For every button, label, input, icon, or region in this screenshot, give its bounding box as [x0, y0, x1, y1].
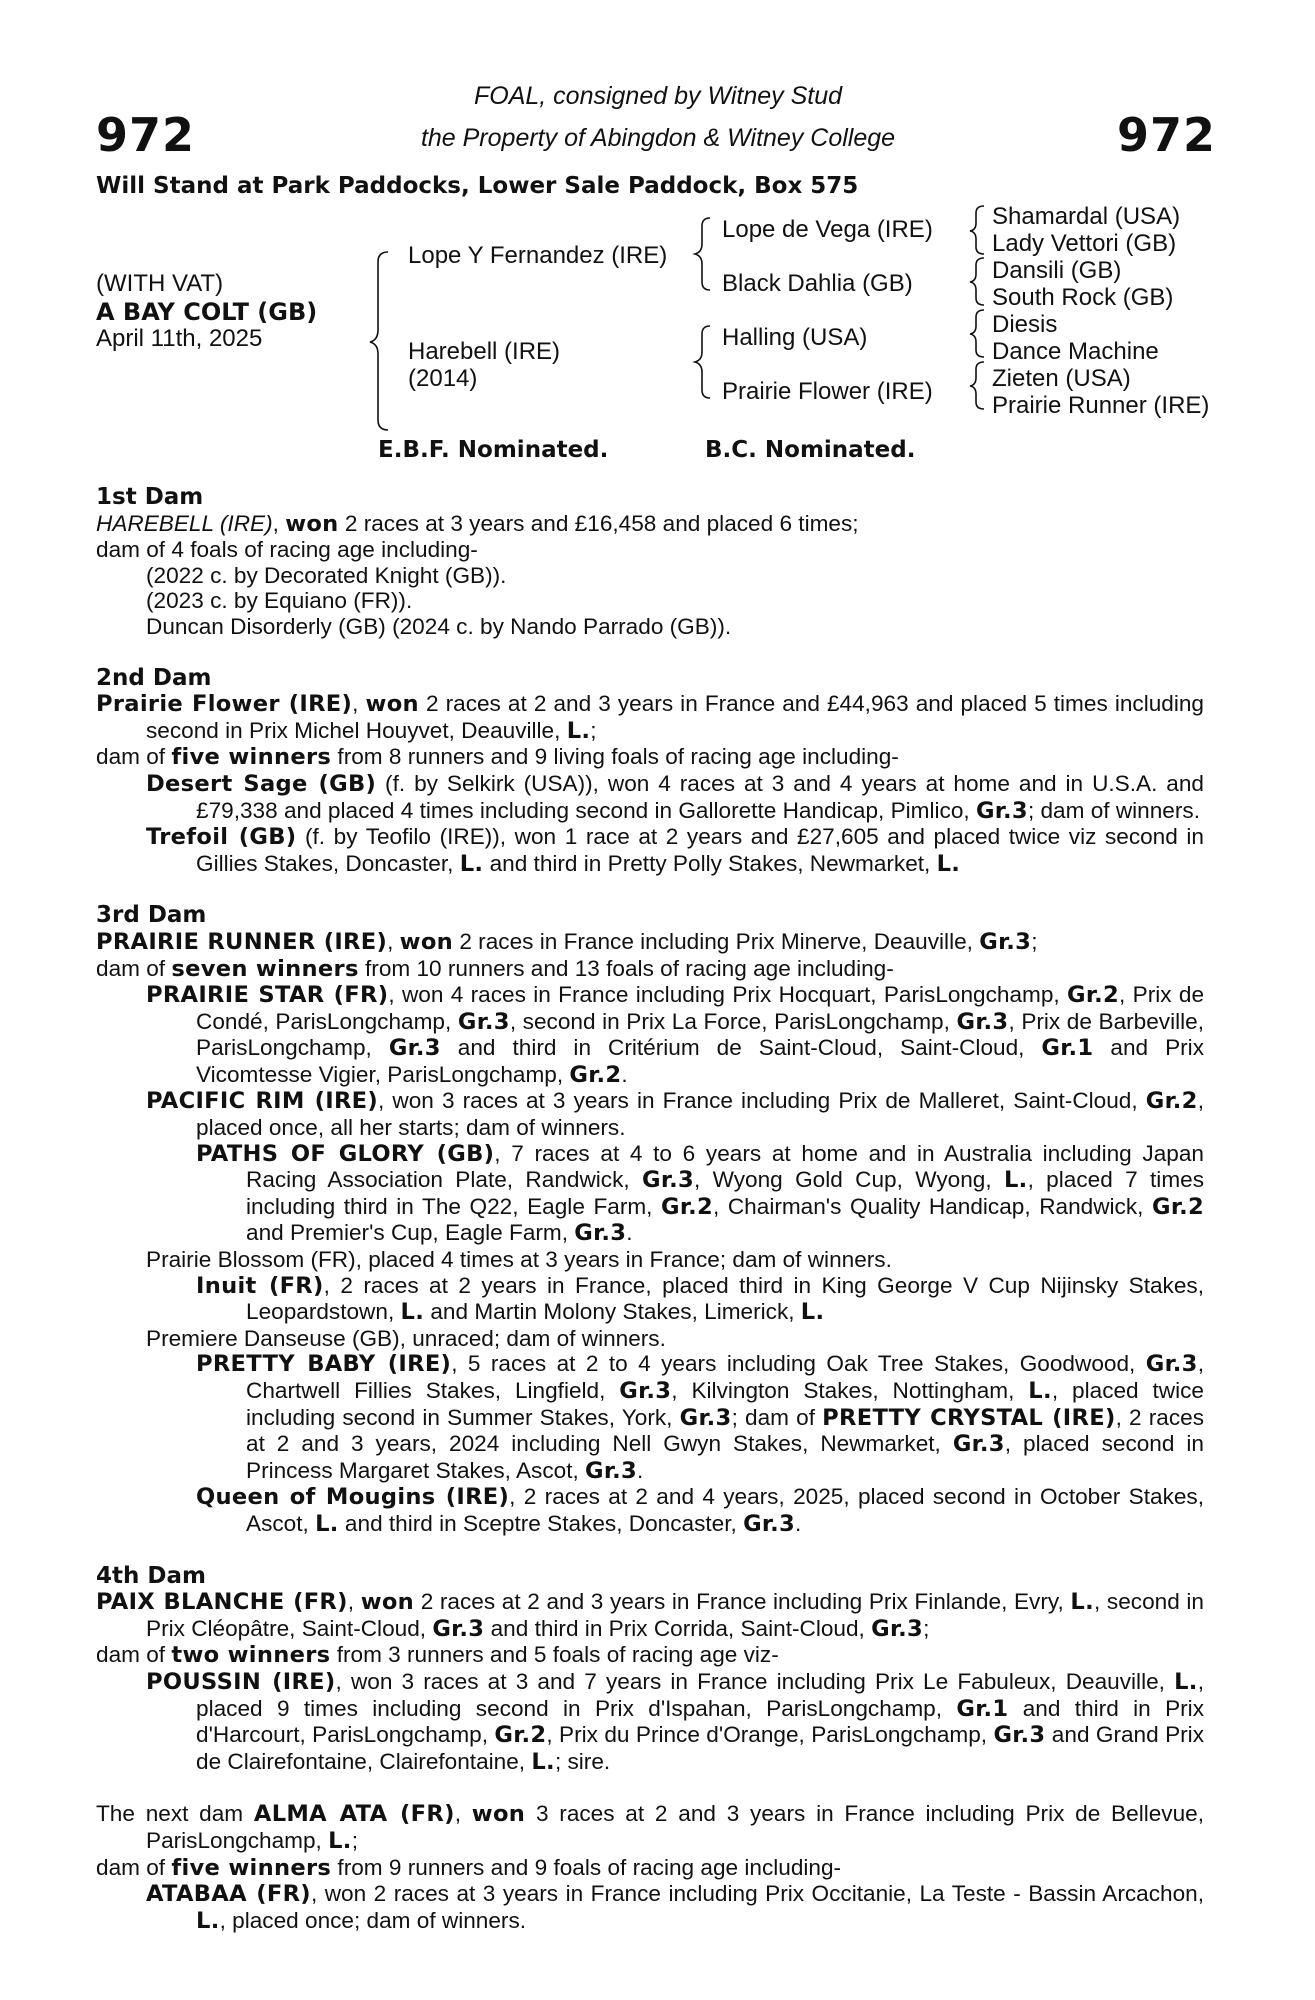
- text: , Prix du Prince d'Orange, ParisLongchamp,: [546, 1722, 994, 1748]
- text: and third in Prix d'Harcourt, ParisLongchamp,: [196, 1695, 1204, 1748]
- text: , placed second in Princess Margaret Stakes, Ascot,: [246, 1431, 1204, 1483]
- grade-label: Gr.3: [952, 1431, 1005, 1458]
- pedigree-dam-year: (2014): [408, 365, 478, 392]
- grade-label: Gr.2: [494, 1722, 547, 1749]
- grade-label: Gr.2: [1145, 1088, 1198, 1115]
- produce-item: Premiere Danseuse (GB), unraced; dam of winners.: [146, 1325, 666, 1351]
- horse-name-bold: PRETTY BABY (IRE): [196, 1351, 452, 1378]
- pedigree-dam-dam: Prairie Flower (IRE): [722, 378, 933, 405]
- first-dam-produce-intro: dam of 4 foals of racing age including-: [96, 537, 478, 563]
- pedigree-sire-dam: Black Dahlia (GB): [722, 270, 913, 297]
- text: 3 races at 2 and 3 years in France including Prix de Bellevue, ParisLongchamp,: [146, 1801, 1205, 1853]
- fourth-dam-name: PAIX BLANCHE (FR): [96, 1589, 348, 1616]
- catalogue-body: [96, 485, 1204, 1934]
- grade-label: Gr.3: [642, 1167, 694, 1194]
- text: 2 races at 3 years and £16,458 and placed 6 times;: [338, 510, 859, 536]
- text: dam of: [96, 955, 172, 981]
- pedigree-sds: Dansili (GB): [992, 257, 1122, 284]
- second-dam-name: Prairie Flower (IRE): [96, 691, 353, 718]
- grade-label: Gr.3: [975, 797, 1028, 824]
- listed-label: L.: [1070, 1589, 1094, 1616]
- vat-note: (WITH VAT): [96, 270, 224, 297]
- grade-label: Gr.3: [574, 1220, 627, 1247]
- pedigree-sire: Lope Y Fernandez (IRE): [408, 242, 668, 269]
- text: , 2 races at 2 years in France, placed third in King George V Cup Nijinsky Stakes, Leopardstown,: [246, 1272, 1204, 1325]
- grade-label: Gr.3: [388, 1035, 441, 1062]
- first-dam-heading: 1st Dam: [96, 484, 204, 510]
- text: , second in Prix Cléopâtre, Saint-Cloud,: [146, 1589, 1204, 1641]
- listed-label: L.: [328, 1827, 352, 1854]
- text: dam of: [96, 1854, 172, 1880]
- text: , placed 9 times including second in Prix d'Ispahan, ParisLongchamp,: [196, 1668, 1204, 1721]
- won-label: won: [399, 928, 454, 955]
- text: (f. by Teofilo (IRE)), won 1 race at 2 years and £27,605 and placed twice viz second in Gillies Stakes, Doncaster,: [196, 824, 1204, 876]
- winners-count: five winners: [171, 1854, 332, 1881]
- text: .: [795, 1510, 802, 1536]
- grade-label: Gr.3: [432, 1615, 485, 1642]
- next-dam-name: ALMA ATA (FR): [253, 1801, 455, 1828]
- text: , won 3 races at 3 years in France including Prix de Malleret, Saint-Cloud,: [378, 1088, 1146, 1114]
- winners-count: two winners: [171, 1642, 331, 1669]
- grade-label: Gr.1: [956, 1695, 1009, 1722]
- produce-item: [96, 771, 1204, 824]
- grade-label: Gr.3: [743, 1510, 796, 1537]
- text: ;: [590, 717, 597, 743]
- text: .: [621, 1061, 628, 1087]
- grade-label: Gr.3: [585, 1457, 638, 1484]
- horse-name: A BAY COLT (GB): [96, 298, 318, 326]
- listed-label: L.: [531, 1748, 555, 1775]
- horse-name-bold: Queen of Mougins (IRE): [196, 1484, 510, 1511]
- text: and third in Pretty Polly Stakes, Newmarket,: [483, 850, 937, 876]
- second-dam-record: Prairie Flower (IRE), won 2 races at 2 and 3 years in France and £44,963 and placed 5 times including second in Prix Michel Houyvet, Deauville, L.;: [96, 691, 1204, 744]
- lot-number-left: 972: [96, 108, 196, 162]
- horse-name-bold: PATHS OF GLORY (GB): [196, 1140, 495, 1167]
- pedigree-dds: Zieten (USA): [992, 365, 1131, 392]
- produce-item: [96, 1351, 1204, 1484]
- text: (f. by Selkirk (USA)), won 4 races at 3 and 4 years at home and in U.S.A. and £79,338 and placed 4 times including second in Gallorette Handicap, Pimlico,: [196, 770, 1204, 823]
- consignor-line-1: FOAL, consigned by Witney Stud: [473, 82, 843, 110]
- text: , Prix de Barbeville, ParisLongchamp,: [196, 1008, 1205, 1061]
- text: and Prix Vicomtesse Vigier, ParisLongchamp,: [196, 1035, 1204, 1087]
- text: 2 races in France including Prix Minerve, Deauville,: [453, 928, 980, 954]
- pedigree-ssd: Lady Vettori (GB): [992, 230, 1177, 257]
- fourth-dam-heading: 4th Dam: [96, 1562, 206, 1589]
- won-label: won: [360, 1589, 415, 1616]
- text: , won 4 races in France including Prix Hocquart, ParisLongchamp,: [388, 982, 1068, 1008]
- text: from 9 runners and 9 foals of racing age including-: [331, 1854, 842, 1880]
- pedigree-dam: Harebell (IRE): [408, 338, 561, 365]
- text: , 2 races at 2 and 4 years, 2025, placed second in October Stakes, Ascot,: [246, 1484, 1205, 1536]
- produce-item: [96, 1141, 1204, 1247]
- text: and third in Prix Corrida, Saint-Cloud,: [484, 1615, 872, 1641]
- pedigree-sss: Shamardal (USA): [992, 203, 1181, 230]
- text: , Prix de Condé, ParisLongchamp,: [196, 982, 1205, 1034]
- bc-nominated: B.C. Nominated.: [705, 437, 916, 463]
- text: from 8 runners and 9 living foals of racing age including-: [331, 744, 899, 770]
- horse-name-bold: PRAIRIE STAR (FR): [146, 982, 389, 1009]
- text: dam of: [96, 744, 172, 770]
- text: .: [626, 1220, 633, 1246]
- grade-label: Gr.2: [1152, 1193, 1204, 1220]
- listed-label: L.: [1003, 1167, 1028, 1194]
- horse-name-bold: Desert Sage (GB): [146, 770, 377, 797]
- winners-count: seven winners: [171, 955, 359, 982]
- text: 2 races at 2 and 3 years in France including Prix Finlande, Evry,: [414, 1589, 1071, 1615]
- horse-name-bold: Trefoil (GB): [146, 824, 297, 851]
- text: from 3 runners and 5 foals of racing age viz-: [330, 1642, 779, 1668]
- produce-item: Prairie Blossom (FR), placed 4 times at 3 years in France; dam of winners.: [146, 1247, 892, 1273]
- text: and Premier's Cup, Eagle Farm,: [246, 1220, 575, 1246]
- text: The next dam: [96, 1801, 254, 1827]
- first-dam-name: HAREBELL (IRE): [96, 510, 273, 536]
- produce-item: [96, 1669, 1204, 1775]
- text: , won 2 races at 3 years in France including Prix Occitanie, La Teste - Bassin Arcachon,: [310, 1881, 1204, 1907]
- text: , Chartwell Fillies Stakes, Lingfield,: [246, 1351, 1204, 1403]
- text: , placed once, all her starts; dam of winners.: [196, 1088, 1204, 1141]
- won-label: won: [285, 510, 339, 537]
- next-dam-produce-intro: [96, 1855, 1204, 1882]
- third-dam-name: PRAIRIE RUNNER (IRE): [96, 928, 388, 955]
- winners-count: five winners: [171, 744, 332, 771]
- listed-label: L.: [400, 1299, 425, 1326]
- text: , placed 7 times including third in The Q22, Eagle Farm,: [246, 1167, 1204, 1219]
- produce-item: [96, 824, 1204, 877]
- horse-dob: April 11th, 2025: [96, 325, 263, 352]
- text: ; sire.: [554, 1748, 611, 1774]
- produce-item: (2022 c. by Decorated Knight (GB)).: [146, 562, 507, 588]
- pedigree-sdd: South Rock (GB): [992, 284, 1174, 311]
- listed-label: L.: [1174, 1668, 1198, 1695]
- grade-label: Gr.3: [1145, 1351, 1198, 1378]
- text: and Martin Molony Stakes, Limerick,: [424, 1299, 801, 1325]
- won-label: won: [365, 691, 419, 718]
- produce-item: [96, 1088, 1204, 1140]
- second-dam-produce-intro: [96, 744, 1204, 771]
- pedigree-dss: Diesis: [992, 311, 1058, 338]
- text: , won 3 races at 3 and 7 years in France including Prix Le Fabuleux, Deauville,: [335, 1668, 1175, 1694]
- grade-label: Gr.1: [1041, 1035, 1094, 1062]
- listed-label: L.: [800, 1299, 825, 1326]
- grade-label: Gr.3: [679, 1404, 732, 1431]
- horse-name-bold: PACIFIC RIM (IRE): [146, 1088, 379, 1115]
- third-dam-produce-intro: [96, 956, 1204, 983]
- ebf-nominated: E.B.F. Nominated.: [378, 437, 609, 463]
- horse-name-bold: POUSSIN (IRE): [146, 1668, 336, 1695]
- horse-name-bold: PRETTY CRYSTAL (IRE): [822, 1404, 1116, 1431]
- pedigree-ddd: Prairie Runner (IRE): [992, 392, 1210, 419]
- grade-label: Gr.2: [1067, 982, 1120, 1009]
- text: , Chairman's Quality Handicap, Randwick,: [713, 1193, 1153, 1219]
- produce-item: Duncan Disorderly (GB) (2024 c. by Nando Parrado (GB)).: [146, 613, 732, 639]
- pedigree-dam-sire: Halling (USA): [722, 324, 868, 351]
- listed-label: L.: [1028, 1378, 1052, 1404]
- listed-label: L.: [566, 717, 591, 744]
- produce-item: [96, 1273, 1204, 1326]
- text: .: [637, 1457, 644, 1483]
- listed-label: L.: [459, 850, 484, 877]
- text: ;: [923, 1615, 930, 1641]
- stand-location: Will Stand at Park Paddocks, Lower Sale Paddock, Box 575: [96, 173, 859, 199]
- text: and third in Sceptre Stakes, Doncaster,: [338, 1510, 744, 1536]
- first-dam-record: HAREBELL (IRE), won 2 races at 3 years and £16,458 and placed 6 times;: [96, 510, 859, 537]
- text: , placed once; dam of winners.: [219, 1907, 527, 1933]
- grade-label: Gr.3: [619, 1378, 672, 1404]
- produce-item: [96, 982, 1204, 1088]
- text: dam of: [96, 1642, 172, 1668]
- text: ;: [351, 1827, 358, 1853]
- text: , 2 races at 2 and 3 years, 2024 including Nell Gwyn Stakes, Newmarket,: [246, 1404, 1205, 1457]
- pedigree-dsd: Dance Machine: [992, 338, 1159, 365]
- produce-item: [96, 1881, 1204, 1934]
- text: and third in Critérium de Saint-Cloud, Saint-Cloud,: [440, 1035, 1042, 1061]
- text: , 7 races at 4 to 6 years at home and in Australia including Japan Racing Association Plate, Randwick,: [246, 1140, 1204, 1193]
- produce-item: [96, 1484, 1204, 1537]
- grade-label: Gr.3: [979, 928, 1032, 955]
- lot-number-right: 972: [1117, 108, 1217, 162]
- listed-label: L.: [936, 850, 961, 877]
- grade-label: Gr.3: [457, 1008, 510, 1035]
- text: , placed twice including second in Summer Stakes, York,: [246, 1378, 1204, 1430]
- third-dam-record: PRAIRIE RUNNER (IRE), won 2 races in France including Prix Minerve, Deauville, Gr.3;: [96, 928, 1038, 955]
- text: , second in Prix La Force, ParisLongchamp,: [509, 1008, 957, 1034]
- text: and Grand Prix de Clairefontaine, Clairefontaine,: [196, 1722, 1204, 1774]
- produce-item: (2023 c. by Equiano (FR)).: [146, 588, 413, 614]
- fourth-dam-record: PAIX BLANCHE (FR), won 2 races at 2 and 3 years in France including Prix Finlande, Evry, L., second in Prix Cléopâtre, Saint-Cloud, Gr.3 and third in Prix Corrida, Saint-Cloud, Gr.3;: [96, 1589, 1204, 1642]
- listed-label: L.: [315, 1510, 339, 1537]
- text: , Wyong Gold Cup, Wyong,: [693, 1167, 1004, 1193]
- pedigree-sire-sire: Lope de Vega (IRE): [722, 216, 933, 243]
- grade-label: Gr.3: [993, 1722, 1046, 1749]
- won-label: won: [471, 1801, 526, 1828]
- text: from 10 runners and 13 foals of racing age including-: [358, 955, 894, 981]
- next-dam-record: The next dam ALMA ATA (FR), won 3 races at 2 and 3 years in France including Prix de Bellevue, ParisLongchamp, L.;: [96, 1801, 1205, 1854]
- fourth-dam-produce-intro: [96, 1642, 1204, 1669]
- consignor-line-2: the Property of Abingdon & Witney College: [420, 124, 896, 152]
- grade-label: Gr.2: [661, 1193, 714, 1220]
- grade-label: Gr.3: [956, 1008, 1009, 1035]
- grade-label: Gr.2: [569, 1061, 622, 1088]
- text: ; dam of: [731, 1404, 823, 1430]
- second-dam-heading: 2nd Dam: [96, 664, 212, 691]
- horse-name-bold: ATABAA (FR): [146, 1881, 311, 1908]
- grade-label: Gr.3: [871, 1615, 924, 1642]
- third-dam-heading: 3rd Dam: [96, 902, 207, 929]
- text: 2 races at 2 and 3 years in France and £44,963 and placed 5 times including second in Prix Michel Houyvet, Deauville,: [146, 691, 1204, 743]
- text: ;: [1031, 928, 1038, 954]
- text: , 5 races at 2 to 4 years including Oak Tree Stakes, Goodwood,: [451, 1351, 1146, 1377]
- horse-name-bold: Inuit (FR): [196, 1272, 324, 1299]
- text: ; dam of winners.: [1027, 797, 1200, 823]
- listed-label: L.: [196, 1907, 220, 1934]
- text: , Kilvington Stakes, Nottingham,: [671, 1378, 1029, 1403]
